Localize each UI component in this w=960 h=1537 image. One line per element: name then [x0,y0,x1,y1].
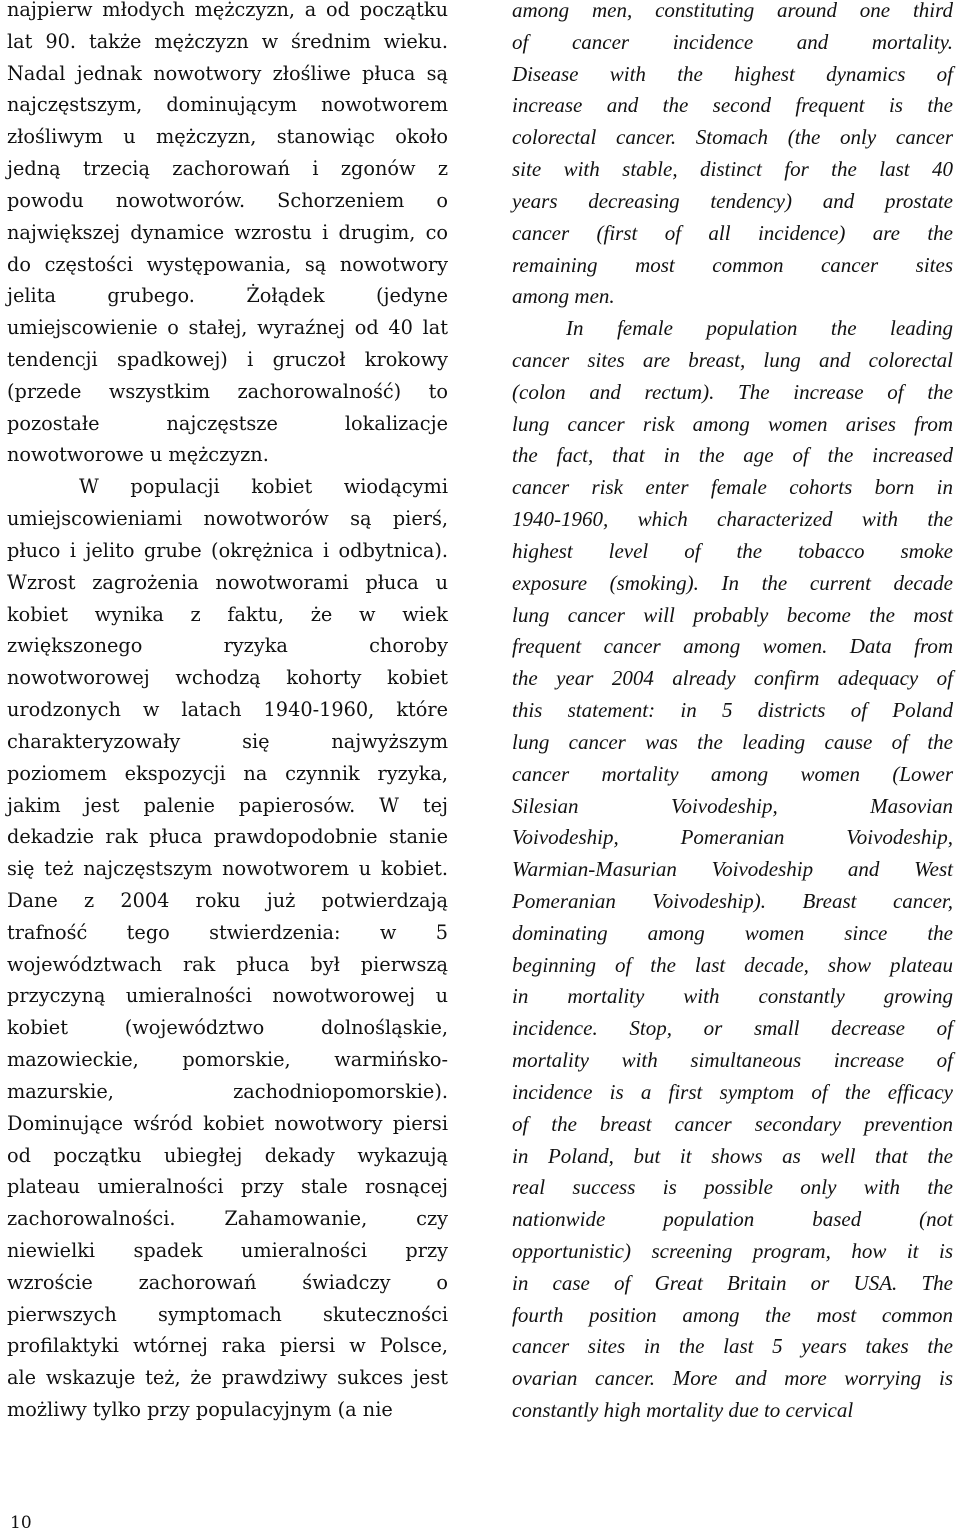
english-text-line: dominating among women since the [512,920,953,945]
polish-text-line: najpierw młodych mężczyzn, a od początku [7,0,448,21]
english-text-line: cancer sites are breast, lung and colorectal [512,348,953,373]
polish-text-line: umiejscowieniami nowotworów są pierś, [7,507,448,531]
english-text-line: 1940-1960, which characterized with the [512,507,953,532]
polish-text-line: mazowieckie, pomorskie, warmińsko- [7,1048,448,1072]
polish-text-line: tendencji spadkowej) i gruczoł krokowy [7,348,448,372]
english-text-line: Disease with the highest dynamics of [512,61,953,86]
english-text-line: cancer sites in the last 5 years takes the [512,1334,953,1359]
polish-text-line: Nadal jednak nowotwory złośliwe płuca są [7,61,448,85]
polish-text-line: jakim jest palenie papierosów. W tej [7,793,448,817]
page-number: 10 [10,1513,32,1533]
polish-text-line: zachorowalności. Zahamowanie, czy [7,1207,448,1231]
polish-text-line: (przede wszystkim zachorowalność) to [7,379,448,403]
polish-text-line: złośliwym u mężczyzn, stanowiąc około [7,125,448,149]
polish-text-line: płuco i jelito grube (okrężnica i odbytnica). [7,538,448,562]
english-text-line: Voivodeship, Pomeranian Voivodeship, [512,825,953,850]
english-text-line: nationwide population based (not [512,1207,953,1232]
english-text-line: cancer mortality among women (Lower [512,761,953,786]
english-text-line: among men. [512,284,615,309]
polish-text-line: zwiększonego ryzyka choroby [7,634,448,658]
english-text-line: exposure (smoking). In the current decade [512,570,953,595]
polish-text-line: dekadzie rak płuca prawdopodobnie stanie [7,825,448,849]
polish-text-line: możliwy tylko przy populacyjnym (a nie [7,1398,393,1422]
polish-text-line: nowotworowe u mężczyzn. [7,443,269,467]
english-text-line: lung cancer risk among women arises from [512,411,953,436]
polish-text-line: jedną trzecią zachorowań i zgonów z [7,157,448,181]
english-text-line: colorectal cancer. Stomach (the only cancer [512,125,953,150]
english-text-line: opportunistic) screening program, how it is [512,1238,953,1263]
english-text-line: in mortality with constantly growing [512,984,953,1009]
english-text-line: remaining most common cancer sites [512,252,953,277]
polish-text-line: plateau umieralności przy stale rosnącej [7,1175,448,1199]
english-text-line: increase and the second frequent is the [512,93,953,118]
english-text-line: In female population the leading [566,316,953,341]
polish-text-line: niewielki spadek umieralności przy [7,1238,448,1262]
polish-text-line: pierwszych symptomach skuteczności [7,1302,448,1326]
english-text-line: in Poland, but it shows as well that the [512,1143,953,1168]
polish-text-line: kobiet (województwo dolnośląskie, [7,1016,448,1040]
polish-text-line: W populacji kobiet wiodącymi [79,475,448,499]
english-text-line: lung cancer will probably become the most [512,602,953,627]
english-text-line: constantly high mortality due to cervical [512,1398,854,1423]
polish-text-line: profilaktyki wtórnej raka piersi w Polsce, [7,1334,448,1358]
polish-text-line: wzroście zachorowań świadczy o [7,1270,448,1294]
english-text-line: fourth position among the most common [512,1302,953,1327]
polish-text-line: nowotworowej wchodzą kohorty kobiet [7,666,448,690]
polish-text-line: kobiet wynika z faktu, że w wiek [7,602,448,626]
polish-text-line: powodu nowotworów. Schorzeniem o [7,188,448,212]
english-text-line: highest level of the tobacco smoke [512,538,953,563]
english-text-line: the year 2004 already confirm adequacy of [512,666,953,691]
english-text-line: real success is possible only with the [512,1175,953,1200]
polish-text-line: największej dynamice wzrostu i drugim, co [7,220,448,244]
english-text-line: site with stable, distinct for the last 40 [512,157,953,182]
polish-text-line: poziomem ekspozycji na czynnik ryzyka, [7,761,448,785]
english-text-line: lung cancer was the leading cause of the [512,729,953,754]
polish-text-line: umiejscowienie o stałej, wyraźnej od 40 lat [7,316,448,340]
english-text-line: incidence is a first symptom of the efficacy [512,1079,953,1104]
polish-text-line: Dane z 2004 roku już potwierdzają [7,888,448,912]
english-text-line: among men, constituting around one third [512,0,953,22]
polish-text-line: trafność tego stwierdzenia: w 5 [7,920,448,944]
polish-text-line: województwach rak płuca był pierwszą [7,952,448,976]
english-text-line: years decreasing tendency) and prostate [512,188,953,213]
english-text-line: cancer risk enter female cohorts born in [512,475,953,500]
english-text-line: the fact, that in the age of the increased [512,443,953,468]
english-text-line: beginning of the last decade, show plateau [512,952,953,977]
polish-text-line: od początku ubiegłej dekady wykazują [7,1143,448,1167]
polish-text-line: Wzrost zagrożenia nowotworami płuca u [7,570,448,594]
polish-text-line: urodzonych w latach 1940-1960, które [7,698,448,722]
polish-text-line: lat 90. także mężczyzn w średnim wieku. [7,29,448,53]
english-text-line: mortality with simultaneous increase of [512,1048,953,1073]
polish-text-line: mazurskie, zachodniopomorskie). [7,1079,448,1103]
polish-text-line: ale wskazuje też, że prawdziwy sukces jest [7,1366,448,1390]
english-text-line: (colon and rectum). The increase of the [512,379,953,404]
english-text-line: Silesian Voivodeship, Masovian [512,793,953,818]
english-text-line: in case of Great Britain or USA. The [512,1270,953,1295]
english-text-line: incidence. Stop, or small decrease of [512,1016,953,1041]
polish-text-line: do częstości występowania, są nowotwory [7,252,448,276]
polish-text-line: pozostałe najczęstsze lokalizacje [7,411,448,435]
english-text-line: Pomeranian Voivodeship). Breast cancer, [512,888,953,913]
english-text-line: cancer (first of all incidence) are the [512,220,953,245]
polish-text-line: Dominujące wśród kobiet nowotwory piersi [7,1111,448,1135]
english-text-line: of the breast cancer secondary prevention [512,1111,953,1136]
polish-text-line: charakteryzowały się najwyższym [7,729,448,753]
polish-text-line: się też najczęstszym nowotworem u kobiet. [7,857,448,881]
english-text-line: Warmian-Masurian Voivodeship and West [512,857,953,882]
english-text-line: ovarian cancer. More and more worrying is [512,1366,953,1391]
polish-text-line: przyczyną umieralności nowotworowej u [7,984,448,1008]
english-text-line: this statement: in 5 districts of Poland [512,698,953,723]
english-text-line: of cancer incidence and mortality. [512,29,953,54]
polish-text-line: najczęstszym, dominującym nowotworem [7,93,448,117]
polish-text-line: jelita grubego. Żołądek (jedyne [7,284,448,308]
english-text-line: frequent cancer among women. Data from [512,634,953,659]
